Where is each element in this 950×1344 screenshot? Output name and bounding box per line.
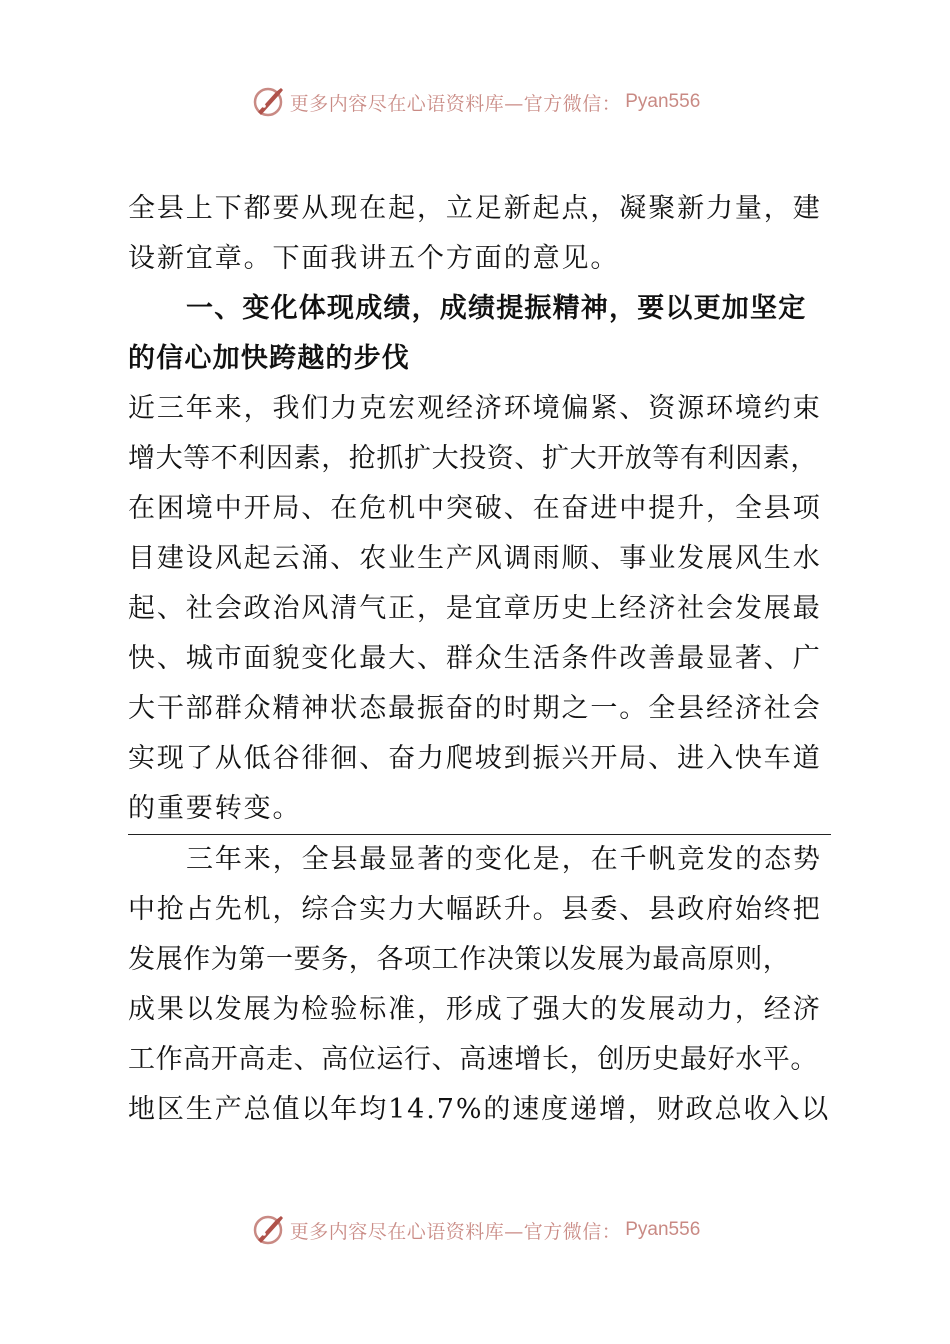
watermark-text: 更多内容尽在心语资料库—官方微信：	[289, 92, 622, 115]
text-line: 快、城市面貌变化最大、群众生活条件改善最显著、广	[128, 643, 822, 674]
text-line: 中抢占先机，综合实力大幅跃升。县委、县政府始终把	[128, 894, 822, 925]
text-line: 在困境中开局、在危机中突破、在奋进中提升，全县项	[128, 493, 822, 524]
header-watermark	[0, 82, 950, 122]
text-line: 发展作为第一要务，各项工作决策以发展为最高原则，	[128, 944, 791, 975]
section-heading	[128, 284, 833, 384]
watermark-text: 更多内容尽在心语资料库—官方微信：	[289, 1220, 622, 1243]
heading-line: 一、变化体现成绩，成绩提振精神，要以更加坚定	[186, 293, 807, 324]
text-line: 成果以发展为检验标准，形成了强大的发展动力，经济	[128, 994, 822, 1025]
heading-line: 的信心加快跨越的步伐	[128, 343, 410, 374]
text-line: 工作高开高走、高位运行、高速增长，创历史最好水平。	[128, 1044, 818, 1075]
document-body	[128, 184, 833, 1135]
paragraph-intro	[128, 184, 833, 284]
text-line: 大干部群众精神状态最振奋的时期之一。全县经济社会	[128, 693, 822, 724]
text-line: 起、社会政治风清气正，是宜章历史上经济社会发展最	[128, 593, 822, 624]
text-line: 目建设风起云涌、农业生产风调雨顺、事业发展风生水	[128, 543, 822, 574]
text-line: 增大等不利因素，抢抓扩大投资、扩大开放等有利因素，	[128, 443, 818, 474]
text-line: 的重要转变。	[128, 793, 302, 824]
text-line: 实现了从低谷徘徊、奋力爬坡到振兴开局、进入快车道	[128, 743, 822, 774]
watermark-account: Pyan556	[625, 91, 701, 112]
paragraph-recent-years	[128, 384, 833, 834]
paragraph-three-years	[128, 835, 833, 1135]
text-line: 设新宜章。下面我讲五个方面的意见。	[128, 243, 620, 274]
pen-nib-icon	[250, 1212, 286, 1248]
pen-nib-icon	[250, 84, 286, 120]
text-line: 近三年来，我们力克宏观经济环境偏紧、资源环境约束	[128, 393, 822, 424]
watermark-account: Pyan556	[625, 1219, 701, 1240]
footer-watermark	[0, 1210, 950, 1250]
text-line: 地区生产总值以年均14.7%的速度递增，财政总收入以	[128, 1094, 831, 1125]
text-line: 全县上下都要从现在起，立足新起点，凝聚新力量，建	[128, 193, 822, 224]
text-line: 三年来，全县最显著的变化是，在千帆竞发的态势	[186, 844, 822, 875]
